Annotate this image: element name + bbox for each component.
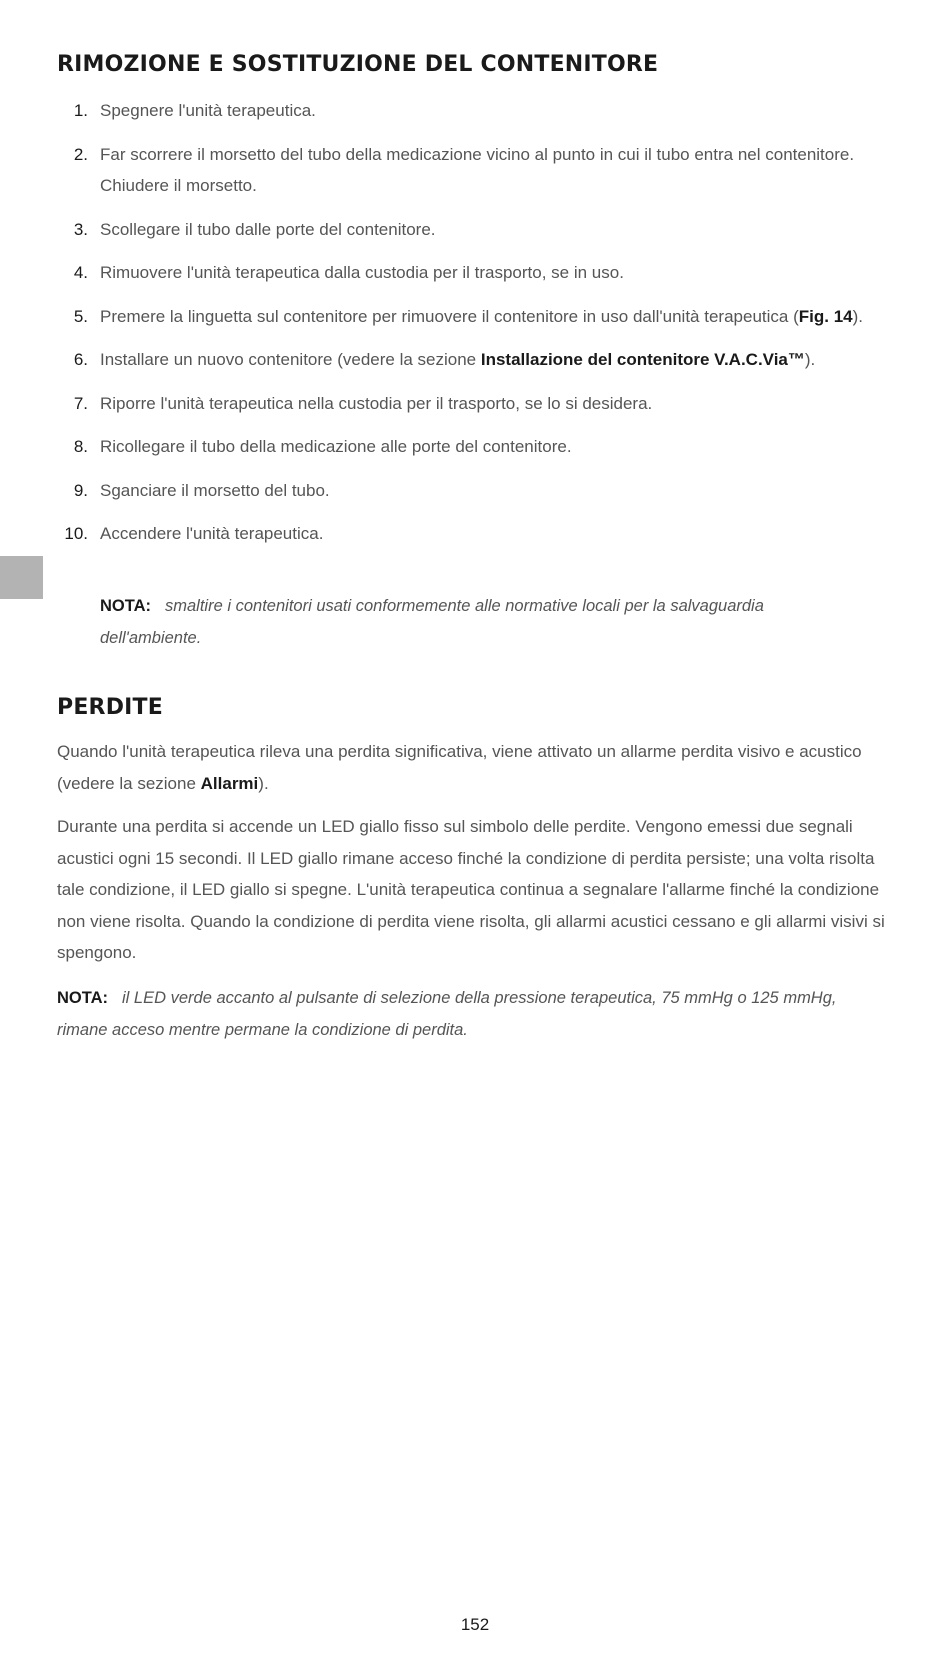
step-text xyxy=(100,350,815,369)
step-text: Spegnere l'unità terapeutica. xyxy=(100,101,316,120)
figure-reference: Fig. 14 xyxy=(798,306,853,326)
step-item xyxy=(57,139,892,202)
green-led-note xyxy=(57,983,857,1046)
step-text: Far scorrere il morsetto del tubo della medicazione vicino al punto in cui il tubo entra nel contenitore. Chiudere il morsetto. xyxy=(100,144,855,195)
note-text: il LED verde accanto al pulsante di selezione della pressione terapeutica, 75 mmHg o 125 mmHg, rimane acceso mentre permane la condizione di perdita. xyxy=(57,989,837,1039)
step-item xyxy=(57,388,892,420)
section-title-leaks: PERDITE xyxy=(57,695,163,720)
step-text xyxy=(100,307,863,326)
step-number: 7. xyxy=(73,393,88,413)
replacement-steps-list xyxy=(57,95,892,562)
step-text: Sganciare il morsetto del tubo. xyxy=(100,480,330,500)
step-text: Ricollegare il tubo della medicazione alle porte del contenitore. xyxy=(100,437,572,456)
section-reference: Installazione del contenitore V.A.C.Via™ xyxy=(480,350,805,369)
step-item xyxy=(57,214,892,246)
page-number: 152 xyxy=(460,1615,490,1634)
step-text: Rimuovere l'unità terapeutica dalla custodia per il trasporto, se in uso. xyxy=(100,263,624,282)
note-text: smaltire i contenitori usati conformemente alle normative locali per la salvaguardia dell'ambiente. xyxy=(100,597,764,647)
step-number: 1. xyxy=(73,101,88,120)
paragraph-text-part: Quando l'unità terapeutica rileva una perdita significativa, viene attivato un allarme perdita visivo e acustico (vedere la sezione xyxy=(57,742,862,793)
step-text-part: Installare un nuovo contenitore (vedere la sezione xyxy=(100,350,481,369)
step-item xyxy=(57,344,892,376)
step-item xyxy=(57,431,892,463)
step-text: Scollegare il tubo dalle porte del contenitore. xyxy=(100,219,436,239)
paragraph-text-part: ). xyxy=(258,773,269,793)
note-label: NOTA: xyxy=(100,597,152,615)
disposal-note xyxy=(100,591,860,654)
step-number: 6. xyxy=(73,350,88,369)
step-number: 8. xyxy=(73,437,88,456)
section-reference: Allarmi xyxy=(200,773,259,793)
step-number: 9. xyxy=(73,480,88,500)
step-number: 2. xyxy=(73,144,88,164)
step-item xyxy=(57,518,892,550)
side-tab-marker xyxy=(0,556,43,599)
note-label: NOTA: xyxy=(57,989,109,1007)
step-number: 3. xyxy=(73,219,88,239)
step-item xyxy=(57,257,892,289)
step-item xyxy=(57,475,892,507)
step-text: Riporre l'unità terapeutica nella custodia per il trasporto, se lo si desidera. xyxy=(100,393,653,413)
step-number: 5. xyxy=(73,306,88,326)
step-number: 4. xyxy=(73,263,88,282)
section-title-canister-replacement: RIMOZIONE E SOSTITUZIONE DEL CONTENITORE xyxy=(57,52,659,77)
step-text-part: ). xyxy=(804,350,816,369)
step-text-part: ). xyxy=(852,306,863,326)
step-text: Accendere l'unità terapeutica. xyxy=(100,524,324,543)
leak-led-paragraph: Durante una perdita si accende un LED giallo fisso sul simbolo delle perdite. Vengono emessi due segnali acustici ogni 15 secondi. Il LED giallo rimane acceso finché la condizione di perdita persiste; una volta risolta tale condizione, il LED giallo si spegne. L'unità terapeutica continua a segnalare l'allarme finché la condizione non viene risolta. Quando la condizione di perdita viene risolta, gli allarmi acustici cessano e gli allarmi visivi si spengono. xyxy=(57,817,885,962)
step-item xyxy=(57,95,892,127)
leak-detection-paragraph xyxy=(57,736,892,799)
step-text-part: Premere la linguetta sul contenitore per rimuovere il contenitore in uso dall'unità terapeutica ( xyxy=(100,306,799,326)
step-item xyxy=(57,301,892,333)
step-number: 10. xyxy=(64,524,88,543)
